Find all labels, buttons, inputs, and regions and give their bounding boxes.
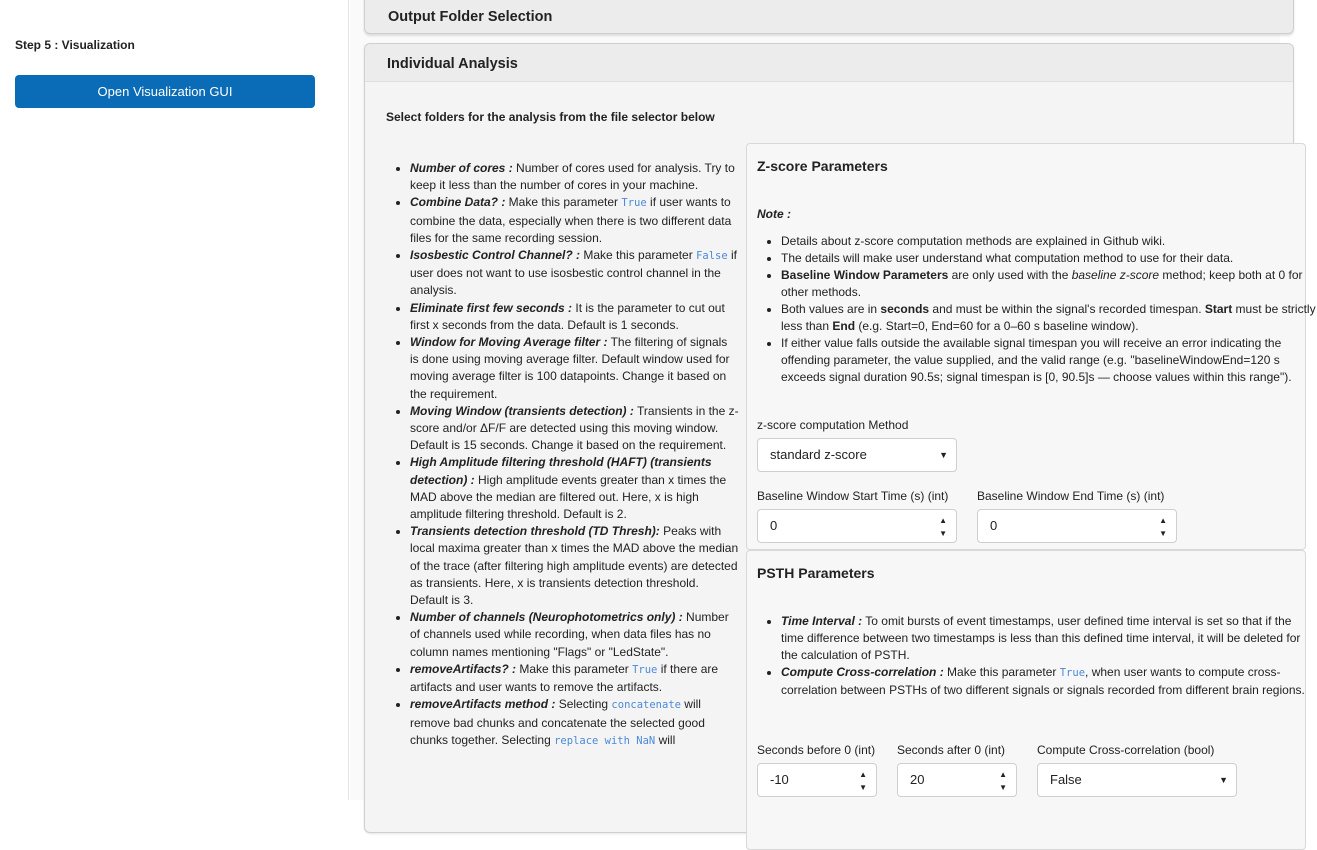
psth-note-list (757, 613, 1317, 699)
item-text: will (655, 732, 676, 747)
item-key: Compute Cross-correlation : (781, 665, 944, 679)
chevron-down-icon: ▼ (1219, 775, 1228, 785)
spinner-arrows-icon[interactable]: ▲ ▼ (999, 770, 1007, 792)
step-title: Step 5 : Visualization (15, 38, 135, 52)
item-text: if there are artifacts and user wants to remove the artifacts. (410, 661, 719, 695)
help-item (410, 194, 739, 247)
help-item (410, 334, 739, 403)
psth-note-item (781, 613, 1317, 664)
cross-correlation-value: False (1050, 772, 1082, 787)
main-content (350, 0, 1316, 800)
help-item (410, 300, 739, 334)
baseline-end-value: 0 (990, 518, 998, 533)
zscore-note-label: Note : (757, 207, 791, 221)
item-text: If either value falls outside the available signal timespan you will receive an error indicating the offending parameter, the value supplied, and the valid range (e.g. "baselineWindowEnd=120 s exceeds signal duration 90.5s; signal timespan is [0, 90.5]s — choose values within this range"). (781, 336, 1292, 384)
seconds-before-label: Seconds before 0 (int) (757, 743, 876, 757)
help-list (391, 160, 739, 750)
zscore-note-item (781, 233, 1317, 250)
zscore-note-item (781, 267, 1317, 301)
baseline-start-label: Baseline Window Start Time (s) (int) (757, 489, 949, 503)
psth-note-item (781, 664, 1317, 699)
cross-correlation-select[interactable] (1037, 763, 1237, 797)
item-key: Isosbestic Control Channel? : (410, 248, 581, 263)
item-text: and must be within the signal's recorded timespan. (929, 302, 1205, 316)
item-text: Number of channels used while recording, when data files has no column names mentioning "Flags" or "LedState". (410, 610, 729, 659)
zscore-notes (757, 233, 1317, 386)
item-key: Combine Data? : (410, 195, 506, 210)
parameter-help (391, 160, 739, 750)
item-text: High amplitude events greater than x times the MAD above the median are filtered out. Here, x is high amplitude filtering threshold. Default is 2. (410, 472, 727, 522)
baseline-start-input[interactable] (757, 509, 957, 543)
item-key: removeArtifacts method : (410, 697, 556, 712)
help-item (410, 523, 739, 609)
individual-analysis-title: Individual Analysis (387, 56, 518, 72)
item-text: Make this parameter (580, 248, 697, 263)
zscore-panel (746, 143, 1316, 550)
item-text: , when user wants to compute cross-correlation between PSTHs of two different signals or signals recorded from different brain regions. (781, 665, 1305, 697)
item-text: To omit bursts of event timestamps, user defined time interval is set so that if the time difference between two timestamps is less than this defined time interval, it will be deleted for the calculation of PSTH. (781, 614, 1301, 662)
code-value: concatenate (611, 699, 681, 712)
seconds-before-input[interactable] (757, 763, 877, 797)
bold-text: End (832, 319, 856, 333)
item-text: Selecting (555, 697, 612, 712)
zscore-method-value: standard z-score (770, 447, 867, 462)
help-item (410, 454, 739, 523)
psth-title: PSTH Parameters (757, 565, 875, 581)
chevron-down-icon: ▼ (939, 450, 948, 460)
code-value: replace with NaN (554, 734, 656, 747)
item-text: Details about z-score computation methods are explained in Github wiki. (781, 234, 1166, 248)
individual-analysis-header[interactable] (365, 44, 1293, 82)
item-text: method; keep both at 0 for other methods. (781, 268, 1303, 299)
code-value: False (696, 250, 728, 263)
zscore-title: Z-score Parameters (757, 158, 888, 174)
zscore-note-item (781, 250, 1317, 267)
item-text: must be strictly less than (781, 302, 1316, 333)
spinner-arrows-icon[interactable]: ▲ ▼ (859, 770, 867, 792)
seconds-after-value: 20 (910, 772, 925, 787)
item-text: Make this parameter (943, 665, 1060, 679)
help-item (410, 403, 739, 455)
seconds-before-value: -10 (770, 772, 789, 787)
spinner-arrows-icon[interactable]: ▲ ▼ (939, 516, 947, 538)
item-text: Make this parameter (505, 195, 622, 210)
item-key: Moving Window (transients detection) : (410, 403, 634, 418)
individual-analysis-card (364, 43, 1316, 833)
item-text: Number of cores used for analysis. Try to keep it less than the number of cores in your machine. (410, 161, 735, 193)
zscore-note-list (757, 233, 1317, 386)
item-key: removeArtifacts? : (410, 661, 517, 676)
item-key: Number of channels (Neurophotometrics only) : (410, 610, 683, 625)
cross-correlation-label: Compute Cross-correlation (bool) (1037, 743, 1215, 757)
help-item (410, 247, 739, 300)
item-text: Transients in the z-score and/or ΔF/F are detected using this moving window. Default is 15 seconds. Change it based on the requirement. (410, 403, 739, 453)
spinner-arrows-icon[interactable]: ▲ ▼ (1159, 516, 1167, 538)
item-text: Both values are in (781, 302, 881, 316)
zscore-method-label: z-score computation Method (757, 418, 909, 432)
item-text: are only used with the (948, 268, 1072, 282)
seconds-after-input[interactable] (897, 763, 1017, 797)
help-item (410, 609, 739, 661)
baseline-end-label: Baseline Window End Time (s) (int) (977, 489, 1165, 503)
item-key: Number of cores : (410, 161, 513, 175)
item-key: High Amplitude filtering threshold (HAFT) (transients detection) : (410, 455, 712, 487)
seconds-after-label: Seconds after 0 (int) (897, 743, 1006, 757)
output-folder-card[interactable] (364, 0, 1294, 34)
code-value: True (632, 663, 658, 676)
bold-text: seconds (880, 302, 930, 316)
item-key: Eliminate first few seconds : (410, 300, 573, 315)
item-text: The details will make user understand what computation method to use for their data. (781, 251, 1234, 265)
code-value: True (1059, 667, 1086, 679)
item-text: if user wants to combine the data, especially when there is two different data files for the same recording session. (410, 195, 732, 245)
psth-notes (757, 613, 1317, 699)
item-text: The filtering of signals is done using moving average filter. Default window used for moving average filter is 100 datapoints. Change it based on the requirement. (410, 335, 730, 401)
zscore-note-item (781, 301, 1317, 335)
item-text: Make this parameter (516, 661, 633, 676)
open-visualization-button[interactable]: Open Visualization GUI (15, 75, 315, 108)
help-item (410, 160, 739, 194)
item-text: It is the parameter to cut out first x seconds from the data. Default is 1 seconds. (410, 300, 725, 332)
help-item (410, 696, 739, 750)
item-text: Peaks with local maxima greater than x times the MAD above the median of the trace (after filtering high amplitude events) are detected as transients. Here, x is transients detection threshold. Default is 3. (410, 524, 739, 608)
italic-text: baseline z-score (1071, 268, 1160, 282)
sidebar (0, 0, 349, 800)
item-text: if user does not want to use isosbestic control channel in the analysis. (410, 248, 738, 298)
code-value: True (621, 197, 647, 210)
zscore-note-item (781, 335, 1317, 386)
baseline-start-value: 0 (770, 518, 778, 533)
item-key: Time Interval : (781, 614, 863, 628)
psth-panel (746, 550, 1306, 850)
bold-text: Baseline Window Parameters (781, 268, 949, 282)
bold-text: Start (1204, 302, 1233, 316)
item-key: Window for Moving Average filter : (410, 335, 608, 350)
output-folder-title: Output Folder Selection (388, 9, 553, 25)
item-text: will remove bad chunks and concatenate the selected good chunks together. Selecting (410, 697, 705, 747)
item-key: Transients detection threshold (TD Thresh): (410, 524, 660, 539)
help-item (410, 661, 739, 696)
item-text: (e.g. Start=0, End=60 for a 0–60 s baseline window). (855, 319, 1139, 333)
zscore-method-select[interactable] (757, 438, 957, 472)
select-folders-note: Select folders for the analysis from the file selector below (386, 110, 715, 124)
baseline-end-input[interactable] (977, 509, 1177, 543)
